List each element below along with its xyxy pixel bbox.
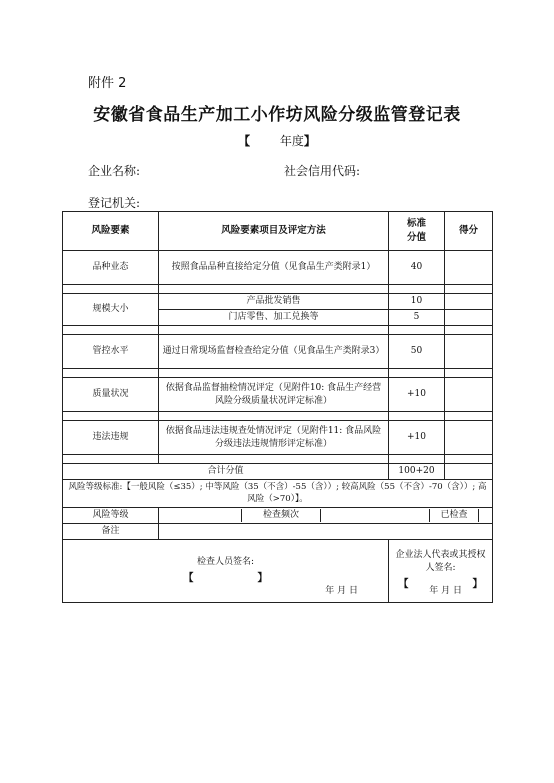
risk-level-row [63,507,493,523]
total-value: 100+20 [389,464,445,480]
header-score: 得分 [445,212,493,251]
score-violation: +10 [389,421,445,455]
table-row [63,378,493,412]
risk-register-table [62,211,493,603]
inspector-sign-brackets: 【 】 [183,572,268,584]
result-scale-retail[interactable] [445,310,493,326]
company-name-field[interactable]: 企业名称: [88,164,141,178]
legal-sign-date: 年 月 日 [429,585,462,596]
risk-level-label: 风险等级 [63,507,159,523]
factor-quality: 质量状况 [63,378,159,412]
score-quality: +10 [389,378,445,412]
risk-level-composite [159,507,493,523]
annex-label: 附件 2 [88,76,127,91]
page-title: 安徽省食品生产加工小作坊风险分级监管登记表 [93,105,461,125]
legal-sign-label: 企业法人代表或其授权人签名: [395,550,486,574]
method-scale-wholesale: 产品批发销售 [159,294,389,310]
inspect-freq-label: 检查频次 [242,509,321,522]
total-row [63,464,493,480]
year-line [0,132,554,149]
inspector-signature-box[interactable] [63,539,389,602]
header-standard-score: 标准 分值 [389,212,445,251]
inspector-sign-label: 检查人员签名: [196,556,255,567]
method-variety: 按照食品品种直接给定分值（见食品生产类附录1） [159,251,389,285]
factor-violation: 违法违规 [63,421,159,455]
inspect-freq-value[interactable] [321,509,430,522]
score-scale-retail: 5 [389,310,445,326]
table-row [63,294,493,310]
spacer-row [63,326,493,335]
spacer-row [63,369,493,378]
legal-signature-box[interactable] [389,539,493,602]
total-result[interactable] [445,464,493,480]
method-quality: 依据食品监督抽检情况评定（见附件10: 食品生产经营风险分级质量状况评定标准） [159,378,389,412]
inspected-value[interactable] [479,509,492,522]
method-violation: 依据食品违法违规查处情况评定（见附件11: 食品风险分级违法违规情形评定标准） [159,421,389,455]
score-variety: 40 [389,251,445,285]
remark-value[interactable] [159,523,493,539]
result-variety[interactable] [445,251,493,285]
factor-scale: 规模大小 [63,294,159,326]
result-violation[interactable] [445,421,493,455]
table-row [63,335,493,369]
risk-level-value[interactable] [159,509,242,522]
method-scale-retail: 门店零售、加工兑换等 [159,310,389,326]
spacer-row [63,285,493,294]
result-scale-wholesale[interactable] [445,294,493,310]
table-header-row [63,212,493,251]
table-row [63,251,493,285]
risk-standard-row [63,480,493,508]
factor-variety: 品种业态 [63,251,159,285]
total-label: 合计分值 [63,464,389,480]
risk-standard-text: 风险等级标准:【一般风险（≤35）; 中等风险（35（不含）-55（含））; 较高风险（55（不含）-70（含））; 高风险（>70）】。 [63,480,493,508]
signature-row [63,539,493,602]
year-label: 年度 [279,134,304,148]
result-control[interactable] [445,335,493,369]
result-quality[interactable] [445,378,493,412]
legal-sign-brackets: 【 】 [398,579,483,591]
spacer-row [63,412,493,421]
inspector-sign-date: 年 月 日 [325,585,358,596]
method-control: 通过日常现场监督检查给定分值（见食品生产类附录3） [159,335,389,369]
table-row [63,421,493,455]
remark-row [63,523,493,539]
score-control: 50 [389,335,445,369]
spacer-row [63,455,493,464]
credit-code-field[interactable]: 社会信用代码: [284,164,361,178]
remark-label: 备注 [63,523,159,539]
factor-control: 管控水平 [63,335,159,369]
year-close-bracket: 】 [303,134,316,148]
score-scale-wholesale: 10 [389,294,445,310]
header-factor: 风险要素 [63,212,159,251]
year-open-bracket: 【 [238,134,251,148]
inspected-label: 已检查 [430,509,479,522]
header-method: 风险要素项目及评定方法 [159,212,389,251]
registry-field[interactable]: 登记机关: [88,196,141,210]
